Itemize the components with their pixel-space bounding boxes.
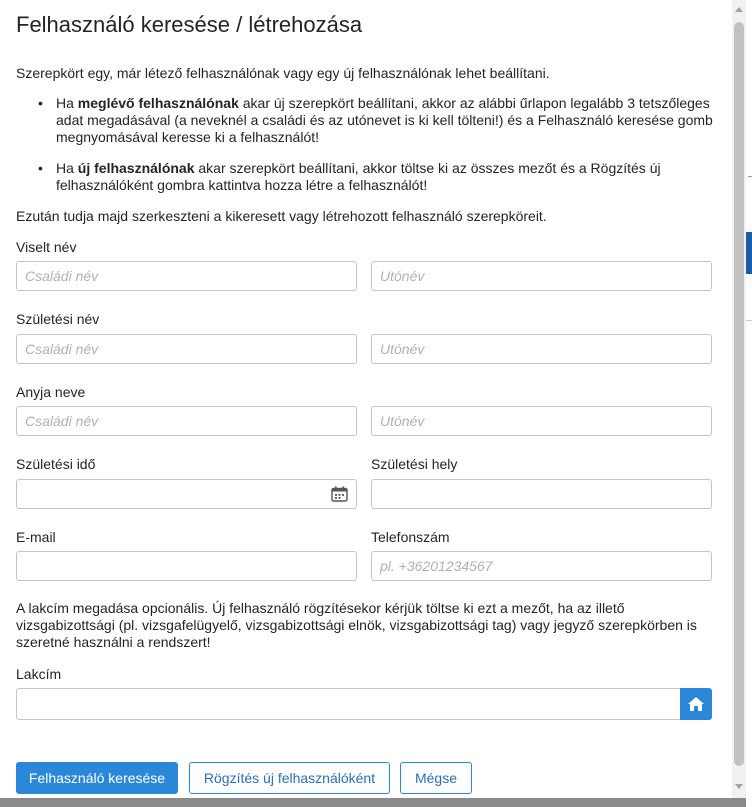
email-label: E-mail [16, 529, 56, 545]
anyja-neve-last-input[interactable] [16, 406, 357, 436]
search-user-button[interactable]: Felhasználó keresése [16, 762, 178, 794]
szuletesi-ido-label: Születési idő [16, 456, 96, 472]
telefon-label: Telefonszám [371, 529, 450, 545]
after-text: Ezután tudja majd szerkeszteni a kikeresett vagy létrehozott felhasználó szerepköreit. [16, 208, 547, 224]
bullet-new-user: Ha új felhasználónak akar szerepkört beállítani, akkor töltse ki az összes mezőt és a Rögzítés új felhasználóként gombra kattintva hozza létre a felhasználót! [56, 160, 661, 193]
bold-existing-user: meglévő felhasználónak [77, 95, 239, 111]
dialog-title: Felhasználó keresése / létrehozása [16, 12, 363, 37]
viselt-nev-last-input[interactable] [16, 261, 357, 291]
szuletesi-hely-label: Születési hely [371, 456, 458, 472]
address-note: A lakcím megadása opcionális. Új felhasználó rögzítésekor kérjük töltse ki ezt a mezőt, ha az illető vizsgabizottsági (pl. vizsgafelügyelő, vizsgabizottsági elnök, vizsgabizottsági tag) vagy jegyző szerepkörben is szeretné használni a rendszert! [16, 600, 697, 650]
create-user-button[interactable]: Rögzítés új felhasználóként [189, 762, 390, 794]
viselt-nev-first-input[interactable] [371, 261, 712, 291]
szuletesi-ido-input[interactable] [16, 479, 357, 509]
calendar-icon[interactable] [331, 486, 348, 502]
intro-text: Szerepkört egy, már létező felhasználónak vagy egy új felhasználónak lehet beállítani. [16, 65, 550, 81]
background-page-edge [746, 0, 752, 807]
anyja-neve-first-input[interactable] [371, 406, 712, 436]
szuletesi-hely-input[interactable] [371, 479, 712, 509]
bullet-dot: • [38, 95, 43, 111]
szuletesi-nev-last-input[interactable] [16, 334, 357, 364]
anyja-neve-label: Anyja neve [16, 384, 86, 400]
scroll-down-icon[interactable] [735, 784, 743, 789]
cancel-button[interactable]: Mégse [400, 762, 472, 794]
email-input[interactable] [16, 551, 357, 581]
scroll-up-icon[interactable] [735, 7, 743, 12]
bullet-dot: • [38, 160, 43, 176]
scrollbar-thumb[interactable] [734, 22, 744, 766]
szuletesi-nev-first-input[interactable] [371, 334, 712, 364]
home-icon [687, 696, 705, 712]
viselt-nev-label: Viselt név [16, 239, 77, 255]
bullet-existing-user: Ha meglévő felhasználónak akar új szerepkört beállítani, akkor az alábbi űrlapon legalább 3 tetszőleges adat megadásával (a neveknél a családi és az utónevet is ki kell tölteni!) és a Felhasználó keresése gomb megnyomásával keresse ki a felhasználót! [56, 95, 713, 145]
lakcim-label: Lakcím [16, 666, 62, 682]
address-lookup-button[interactable] [680, 688, 712, 720]
bold-new-user: új felhasználónak [77, 160, 195, 176]
szuletesi-nev-label: Születési név [16, 311, 100, 327]
telefon-input[interactable] [371, 551, 712, 581]
lakcim-input[interactable] [16, 688, 681, 720]
